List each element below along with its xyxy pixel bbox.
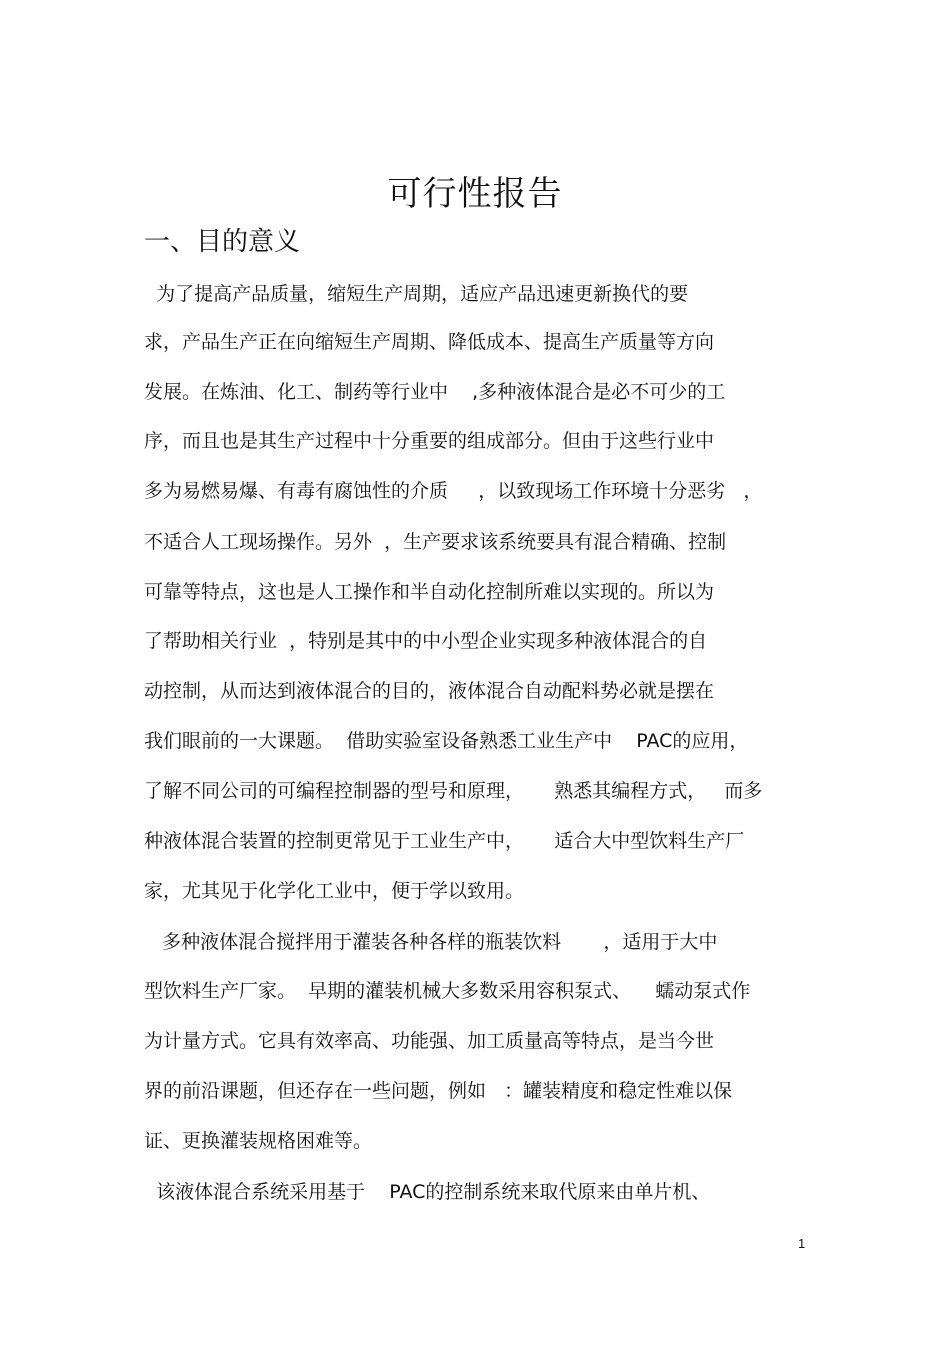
paragraph-line: 可靠等特点，这也是人工操作和半自动化控制所难以实现的。所以为: [144, 581, 715, 603]
paragraph-line: 多种液体混合搅拌用于灌装各种各样的瓶装饮料 ，适用于大中: [144, 931, 718, 953]
page-title: 可行性报告: [387, 174, 563, 214]
paragraph-line: 证、更换灌装规格困难等。: [144, 1130, 373, 1152]
paragraph-line: 我们眼前的一大课题。 借助实验室设备熟悉工业生产中 PAC的应用，: [144, 730, 749, 752]
paragraph-line: 动控制，从而达到液体混合的目的，液体混合自动配料势必就是摆在: [144, 680, 715, 702]
page-number: 1: [798, 1236, 806, 1251]
paragraph-line: 多为易燃易爆、有毒有腐蚀性的介质 ，以致现场工作环境十分恶劣 ，: [144, 480, 763, 502]
paragraph-line: 该液体混合系统采用基于 PAC的控制系统来取代原来由单片机、: [144, 1181, 711, 1203]
paragraph-line: 为了提高产品质量，缩短生产周期，适应产品迅速更新换代的要: [144, 283, 689, 305]
paragraph-line: 种液体混合装置的控制更常见于工业生产中， 适合大中型饮料生产厂: [144, 830, 745, 852]
paragraph-line: 序，而且也是其生产过程中十分重要的组成部分。但由于这些行业中: [144, 430, 715, 452]
paragraph-line: 型饮料生产厂家。 早期的灌装机械大多数采用容积泵式、 蠕动泵式作: [144, 980, 751, 1002]
paragraph-line: 了解不同公司的可编程控制器的型号和原理， 熟悉其编程方式， 而多: [144, 780, 763, 802]
section-heading: 一、目的意义: [144, 227, 301, 257]
paragraph-line: 发展。在炼油、化工、制药等行业中 ,多种液体混合是必不可少的工: [144, 381, 726, 403]
paragraph-line: 家，尤其见于化学化工业中，便于学以致用。: [144, 880, 525, 902]
paragraph-line: 不适合人工现场操作。另外 ，生产要求该系统要具有混合精确、控制: [144, 531, 727, 553]
paragraph-line: 了帮助相关行业 ，特别是其中的中小型企业实现多种液体混合的自: [144, 630, 708, 652]
paragraph-line: 求，产品生产正在向缩短生产周期、降低成本、提高生产质量等方向: [144, 331, 715, 353]
paragraph-line: 为计量方式。它具有效率高、功能强、加工质量高等特点，是当今世: [144, 1030, 715, 1052]
paragraph-line: 界的前沿课题，但还存在一些问题，例如 ：罐装精度和稳定性难以保: [144, 1080, 733, 1102]
